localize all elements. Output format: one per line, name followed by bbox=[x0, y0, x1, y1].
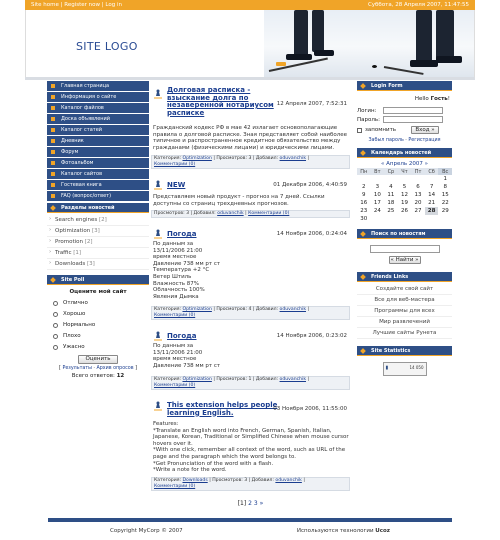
post-title[interactable]: Долговая расписка - взыскание долга по незаверенной нотариусом расписке bbox=[167, 86, 274, 117]
post-meta: Просмотров: 3 | Добавил: oduvanchik | Комментарии (0) bbox=[151, 210, 350, 218]
menu-item[interactable]: Доска объявлений bbox=[47, 114, 149, 124]
radio-button[interactable] bbox=[53, 323, 58, 328]
menu-item[interactable]: Форум bbox=[47, 147, 149, 157]
radio-button[interactable] bbox=[53, 301, 58, 306]
poll-option[interactable]: Ужасно bbox=[47, 341, 149, 352]
remember-label: запомнить bbox=[365, 127, 397, 133]
login-title: Login Form bbox=[357, 81, 452, 91]
calendar-week: 23 24 25 26 27 28 29 bbox=[360, 208, 449, 214]
author-link[interactable]: oduvanchik bbox=[275, 478, 302, 483]
post-body: Представляем новый продукт - прогноз на 7 дней. Ссылки доступны со страниц трехдневных прогнозов. bbox=[153, 194, 325, 207]
site-home-link[interactable]: Site home bbox=[31, 1, 59, 8]
menu-item[interactable]: Информация о сайте bbox=[47, 92, 149, 102]
comments-link[interactable]: Комментарии (0) bbox=[154, 313, 196, 318]
calendar-week: 2 3 4 5 6 7 8 bbox=[362, 184, 447, 190]
post-meta: Категория: Downloads | Просмотров: 3 | Добавил: oduvanchik | Комментарии (0) bbox=[151, 477, 350, 491]
poll-results-link[interactable]: Результаты bbox=[62, 366, 92, 371]
stats-counter[interactable] bbox=[383, 362, 427, 376]
poll-question: Оцените мой сайт bbox=[69, 289, 127, 295]
poll-title: Site Poll bbox=[47, 275, 149, 285]
password-label: Пароль: bbox=[357, 116, 380, 123]
comments-link[interactable]: Комментарии (0) bbox=[248, 211, 290, 216]
category-link[interactable]: Optimization bbox=[182, 156, 212, 161]
menu-item[interactable]: Каталог статей bbox=[47, 125, 149, 135]
pagination bbox=[151, 500, 350, 507]
post-title[interactable]: NEW bbox=[167, 181, 186, 189]
date-time: Суббота, 28 Апреля 2007, 11:47:55 bbox=[367, 1, 469, 8]
menu-item[interactable]: Гостевая книга bbox=[47, 180, 149, 190]
post-body: Гражданский кодекс РФ в мае 42 излагает основополагающие правила о долговой расписке. Зная представляет собой наиболее типичное и распространенное кредитное обязательство между гражданами (физическими лицами) и юридическими лицами. bbox=[153, 125, 348, 151]
calendar-week: 16 17 18 19 20 21 22 bbox=[360, 200, 449, 206]
calendar-header: Пн Вт Ср Чт Пт Сб Вс bbox=[357, 168, 452, 175]
poll-option[interactable]: Плохо bbox=[47, 330, 149, 341]
powered-by: Используются технологии Ucoz bbox=[296, 528, 390, 534]
header bbox=[25, 10, 475, 77]
skater-icon bbox=[153, 229, 163, 239]
sections-title: Разделы новостей bbox=[47, 203, 149, 213]
friend-link[interactable]: Лучшие сайты Рунета bbox=[357, 328, 452, 339]
friend-link[interactable]: Все для веб-мастера bbox=[357, 295, 452, 306]
radio-button[interactable] bbox=[53, 312, 58, 317]
post-meta: Категория: Optimization | Просмотров: 1 | Добавил: oduvanchik | Комментарии (0) bbox=[151, 376, 350, 390]
counter-logo: ▮ bbox=[385, 365, 389, 371]
poll-option[interactable]: Хорошо bbox=[47, 308, 149, 319]
menu-item[interactable]: Дневник bbox=[47, 136, 149, 146]
poll-total: Всего ответов: 12 bbox=[71, 373, 125, 379]
comments-link[interactable]: Комментарии (0) bbox=[154, 484, 196, 489]
forgot-password-link[interactable]: Забыл пароль bbox=[368, 138, 404, 143]
skater-icon bbox=[153, 89, 163, 99]
page-link[interactable]: 2 bbox=[248, 500, 252, 507]
post-body: Features: *Translate an English word into French, German, Spanish, Italian, Japanese, Korean, Traditional or Simplified Chinese when mouse cursor hovers over it. *With one click, remember all context of the word, such as URL of the page and the paragraph which the word belongs to. *Get Pronunciation of the word with a flash. *Write a note for the word. bbox=[153, 421, 349, 474]
remember-checkbox[interactable] bbox=[357, 128, 362, 133]
news-post bbox=[151, 87, 350, 175]
skater-icon bbox=[153, 180, 163, 190]
section-item[interactable]: › Search engines [2] bbox=[47, 215, 149, 226]
post-body: По данным за 13/11/2006 21:00 время местное Давление 738 мм рт ст Температура +2 °C Ветер Штиль Влажность 87% Облачность 100% Явления Дымка bbox=[153, 241, 221, 300]
login-input[interactable] bbox=[383, 107, 443, 114]
section-item[interactable]: › Promotion [2] bbox=[47, 237, 149, 248]
register-link[interactable]: Регистрация bbox=[408, 138, 441, 143]
left-column bbox=[47, 81, 149, 379]
stats-title: Site Statistics bbox=[357, 346, 452, 356]
counter-value: 14 050 bbox=[409, 365, 424, 370]
login-label: Логин: bbox=[357, 107, 377, 114]
friend-link[interactable]: Мир развлечений bbox=[357, 317, 452, 328]
month-label[interactable]: Апрель 2007 bbox=[386, 161, 423, 167]
password-input[interactable] bbox=[383, 116, 443, 123]
search-title: Поиск по новостям bbox=[357, 229, 452, 239]
post-title[interactable]: Погода bbox=[167, 332, 197, 340]
post-title[interactable]: This extension helps people learning English. bbox=[167, 401, 278, 417]
calendar bbox=[357, 168, 452, 223]
search-button[interactable]: « Найти » bbox=[390, 257, 419, 263]
poll-links: [ Результаты · Архив опросов ] bbox=[59, 366, 137, 371]
post-date: 12 Апреля 2007, 7:52:31 bbox=[276, 101, 347, 107]
author-link[interactable]: oduvanchik bbox=[279, 377, 307, 382]
post-date: 03 Ноября 2006, 11:55:00 bbox=[273, 406, 347, 412]
next-month-icon[interactable]: » bbox=[424, 161, 428, 167]
skater-icon bbox=[153, 331, 163, 341]
comments-link[interactable]: Комментарии (0) bbox=[154, 162, 196, 167]
calendar-week: 30 bbox=[360, 216, 368, 222]
menu-item[interactable]: Фотоальбом bbox=[47, 158, 149, 168]
post-date: 14 Ноября 2006, 0:24:04 bbox=[276, 231, 347, 237]
calendar-month bbox=[357, 158, 452, 168]
category-link[interactable]: Optimization bbox=[182, 307, 212, 312]
menu-item[interactable]: Каталог файлов bbox=[47, 103, 149, 113]
author-link[interactable]: oduvanchik bbox=[217, 211, 244, 216]
post-date: 14 Ноября 2006, 0:23:02 bbox=[276, 333, 347, 339]
section-item[interactable]: › Optimization [3] bbox=[47, 226, 149, 237]
post-body: По данным за 13/11/2006 21:00 время местное Давление 738 мм рт ст bbox=[153, 343, 221, 369]
site-logo[interactable]: SITE LOGO bbox=[76, 40, 138, 53]
comments-link[interactable]: Комментарии (0) bbox=[154, 383, 196, 388]
post-meta: Категория: Optimization | Просмотров: 3 | Добавил: oduvanchik | Комментарии (0) bbox=[151, 155, 350, 169]
separator: | bbox=[101, 1, 104, 8]
page-current: [1] bbox=[237, 500, 247, 507]
category-link[interactable]: Downloads bbox=[182, 478, 208, 483]
skater-icon bbox=[153, 401, 163, 411]
news-post bbox=[151, 331, 350, 395]
post-title[interactable]: Погода bbox=[167, 230, 197, 238]
section-item[interactable]: › Downloads [3] bbox=[47, 259, 149, 270]
post-date: 01 Декабря 2006, 4:40:59 bbox=[273, 182, 347, 188]
login-button[interactable]: Вход » bbox=[411, 126, 439, 134]
post-meta: Категория: Optimization | Просмотров: 4 | Добавил: oduvanchik | Комментарии (0) bbox=[151, 306, 350, 320]
calendar-week: 9 10 11 12 13 14 15 bbox=[362, 192, 449, 198]
menu-item[interactable]: FAQ (вопрос/ответ) bbox=[47, 191, 149, 201]
friends-title: Friends Links bbox=[357, 272, 452, 282]
menu-item-home[interactable]: Главная страница bbox=[47, 81, 149, 91]
poll-option[interactable]: Нормально bbox=[47, 319, 149, 330]
radio-button[interactable] bbox=[53, 334, 58, 339]
author-link[interactable]: oduvanchik bbox=[279, 307, 307, 312]
menu-item[interactable]: Каталог сайтов bbox=[47, 169, 149, 179]
friend-link[interactable]: Создайте свой сайт bbox=[357, 284, 452, 295]
prev-month-icon[interactable]: « bbox=[381, 161, 385, 167]
greeting: Hello Гость! bbox=[414, 96, 450, 102]
section-item[interactable]: › Traffic [1] bbox=[47, 248, 149, 259]
ucoz-link[interactable]: Ucoz bbox=[375, 528, 390, 534]
radio-button[interactable] bbox=[53, 345, 58, 350]
calendar-title: Календарь новостей bbox=[357, 148, 452, 158]
login-link[interactable]: Log in bbox=[105, 1, 122, 8]
next-page-link[interactable]: » bbox=[259, 500, 264, 507]
news-post bbox=[151, 180, 350, 224]
friend-link[interactable]: Программы для всех bbox=[357, 306, 452, 317]
footer-bar bbox=[48, 518, 452, 522]
register-link[interactable]: Register now bbox=[64, 1, 101, 8]
calendar-week: 1 bbox=[443, 176, 447, 182]
header-divider bbox=[25, 77, 475, 80]
page-link[interactable]: 3 bbox=[253, 500, 258, 507]
search-input[interactable] bbox=[370, 245, 440, 253]
category-link[interactable]: Optimization bbox=[182, 377, 212, 382]
calendar-today: 28 bbox=[425, 207, 439, 215]
copyright: Copyright MyCorp © 2007 bbox=[110, 528, 183, 534]
poll-archive-link[interactable]: Архив опросов bbox=[96, 366, 134, 371]
vote-button[interactable]: Оценить bbox=[78, 355, 118, 364]
author-link[interactable]: oduvanchik bbox=[279, 156, 307, 161]
poll-option[interactable]: Отлично bbox=[47, 297, 149, 308]
separator: | bbox=[60, 1, 63, 8]
hockey-photo bbox=[264, 10, 475, 77]
top-bar bbox=[25, 0, 475, 10]
news-post bbox=[151, 401, 350, 496]
right-column: Login Form Hello Гость! Логин: Пароль: запомнить Вход » Забыл пароль · Регистрация Календарь новостей « Апрель 2007 » Пн Вт Ср Чт Пт Сб Вс 1 2 3 4 5 6 7 8 9 10 11 12 13 14 15 16 17 18 19 20 21 22 23 24 25 26 27 28 29 30 Поиск по новостям « Найти » Friends Links Создайте свой сайт Все для веб-мастера Программы для всех Мир развлечений Лучшие сайты Рунета Site Statistics ▮ 14 050 bbox=[357, 81, 452, 382]
news-post bbox=[151, 229, 350, 321]
